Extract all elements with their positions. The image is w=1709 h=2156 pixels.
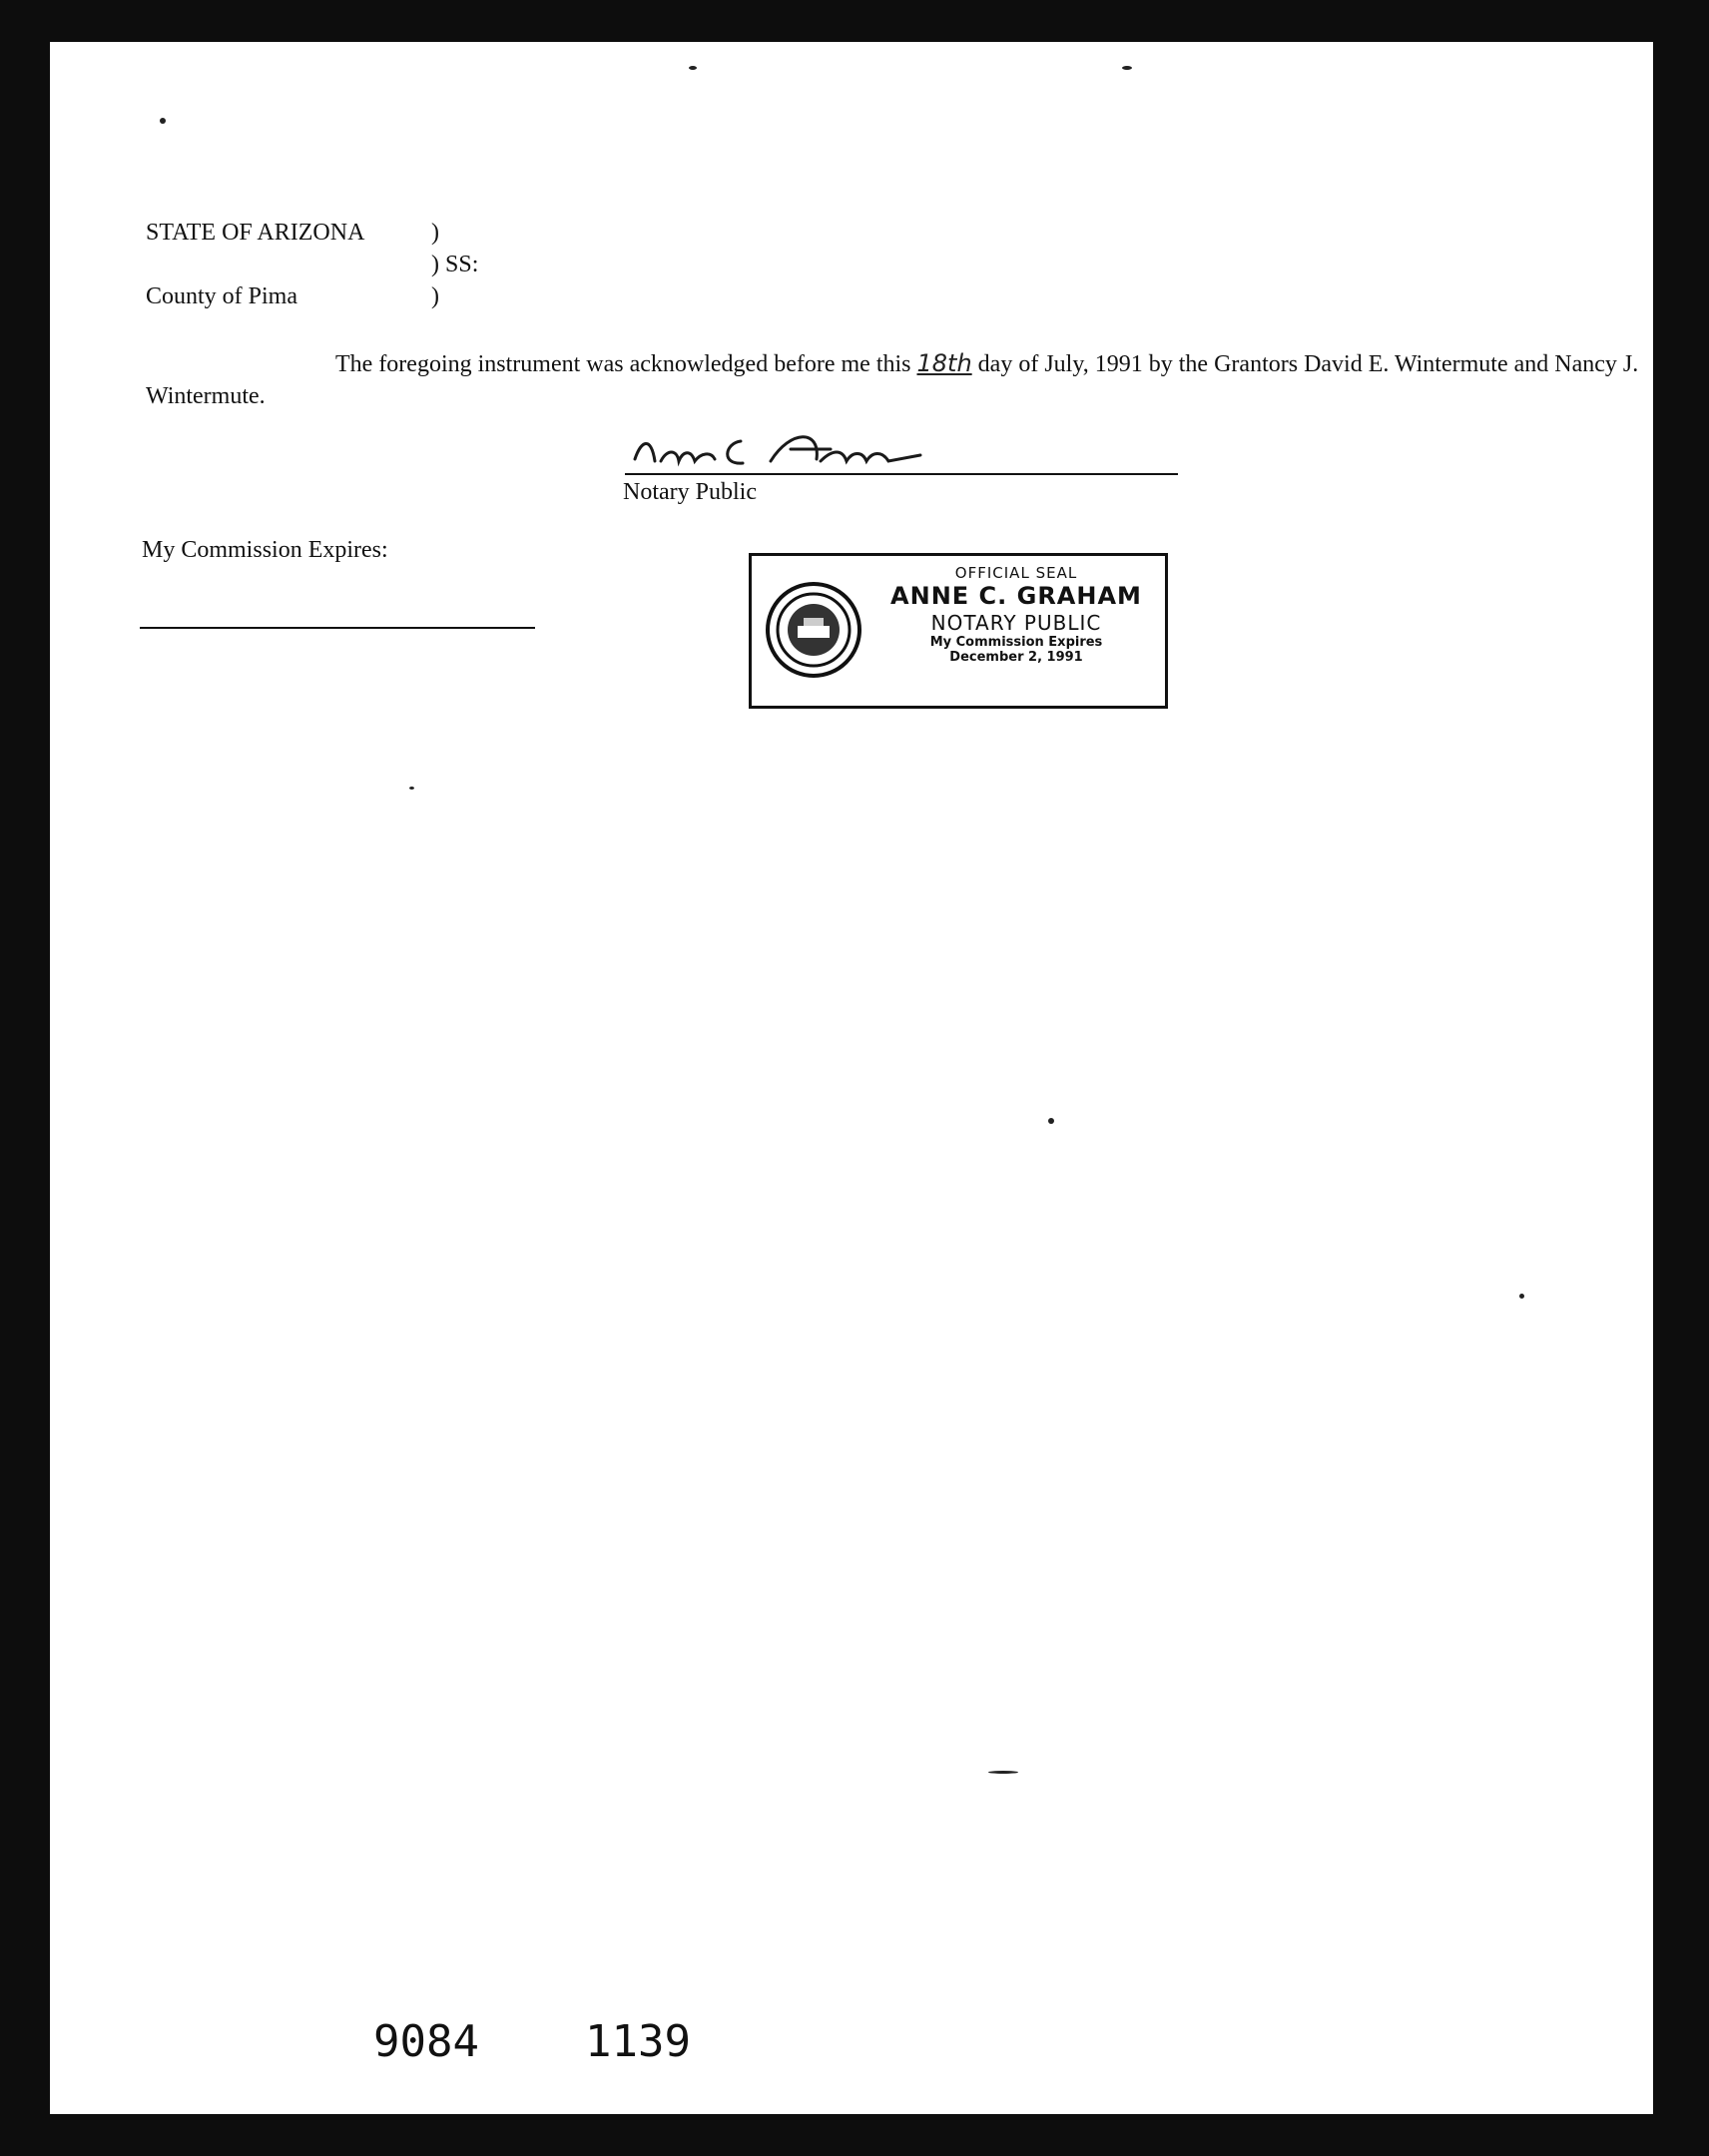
scan-speck	[1122, 66, 1132, 70]
book-number: 9084	[373, 2016, 479, 2067]
commission-label: My Commission Expires:	[142, 537, 388, 563]
seal-text-block	[871, 564, 1161, 666]
state-label: STATE OF ARIZONA	[146, 220, 365, 246]
paren-3: )	[431, 283, 439, 309]
notary-title: Notary Public	[623, 479, 757, 505]
ack-text-before: The foregoing instrument was acknowledged before me this	[335, 351, 917, 377]
scan-speck	[409, 787, 414, 790]
paren-1: )	[431, 220, 439, 246]
seal-title: NOTARY PUBLIC	[930, 610, 1102, 635]
acknowledgment-paragraph	[146, 347, 1643, 412]
scan-speck	[160, 118, 166, 124]
signature-line	[625, 473, 1178, 475]
ss-label: ) SS:	[431, 252, 479, 277]
document-page	[50, 42, 1653, 2114]
scan-speck	[988, 1771, 1018, 1774]
state-seal-icon	[764, 580, 863, 680]
scan-speck	[1519, 1294, 1524, 1299]
county-label: County of Pima	[146, 283, 298, 309]
page-number: 1139	[585, 2016, 691, 2067]
scan-speck	[1048, 1118, 1054, 1124]
commission-expires-line	[140, 627, 535, 629]
seal-expires-label: My Commission Expires	[929, 634, 1103, 650]
seal-name: ANNE C. GRAHAM	[890, 582, 1142, 610]
ack-day: 18th	[916, 349, 972, 377]
ack-text-after: day of July, 1991 by the Grantors David E. Wintermute and Nancy J. Wintermute.	[146, 351, 1639, 409]
notary-seal-stamp	[749, 553, 1168, 709]
notary-signature	[621, 421, 1100, 481]
seal-heading: OFFICIAL SEAL	[954, 564, 1078, 582]
scan-speck	[689, 66, 697, 70]
seal-expires-date: December 2, 1991	[949, 650, 1083, 666]
